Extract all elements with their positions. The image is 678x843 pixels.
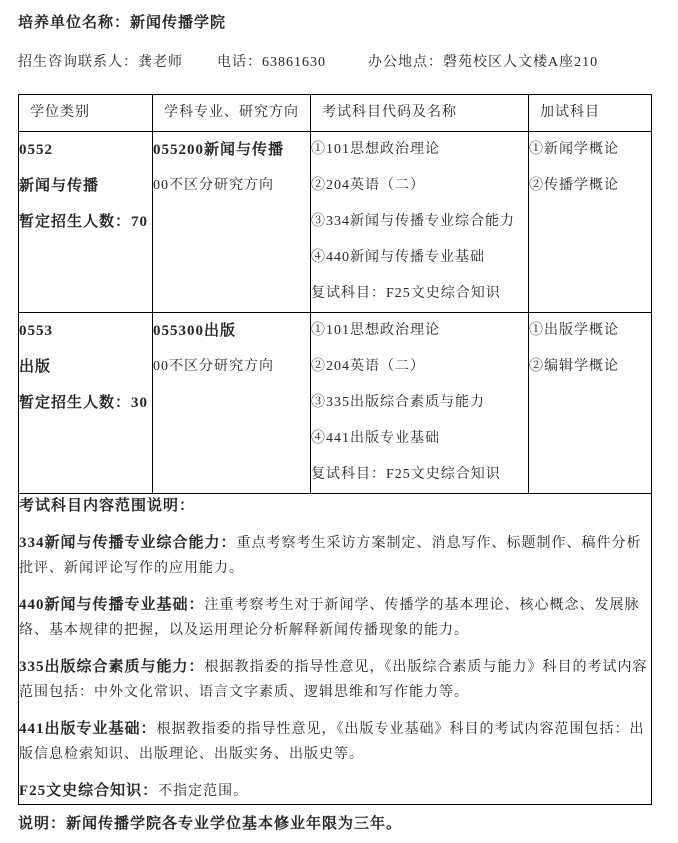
contact-person [18, 55, 183, 70]
note-label: 441出版专业基础： [19, 721, 157, 737]
exam-subject: ①101思想政治理论 [311, 323, 440, 338]
research-direction: 00不区分研究方向 [153, 359, 274, 374]
major-code-name: 055200新闻与传播 [153, 142, 285, 158]
extra-subject: ①新闻学概论 [529, 142, 619, 157]
note-desc: 重点考察考生采访方案制定、消息写作、标题制作、稿件分析批评、新闻评论写作的应用能力。 [19, 536, 642, 576]
exam-subject: ③335出版综合素质与能力 [311, 395, 485, 410]
header-extra-subjects: 加试科目 [529, 95, 652, 132]
major-cell [153, 313, 311, 494]
note-item-f25 [19, 779, 651, 804]
degree-name: 新闻与传播 [19, 178, 100, 194]
header-exam-subjects: 考试科目代码及名称 [311, 95, 529, 132]
note-label: 334新闻与传播专业综合能力： [19, 535, 237, 551]
header-major-direction: 学科专业、研究方向 [153, 95, 311, 132]
exam-subject: ②204英语（二） [311, 359, 425, 374]
contact-person-name: 龚老师 [138, 55, 183, 70]
unit-name-title: 培养单位名称：新闻传播学院 [18, 15, 227, 31]
contact-office [368, 55, 598, 70]
degree-cell [19, 313, 153, 494]
contact-line [18, 54, 660, 72]
extra-subjects-cell [529, 313, 652, 494]
research-direction: 00不区分研究方向 [153, 178, 274, 193]
exam-subject: 复试科目：F25文史综合知识 [311, 467, 501, 482]
program-row-0553 [19, 313, 652, 494]
contact-phone [217, 55, 326, 70]
note-item-335 [19, 655, 651, 705]
exam-subject: ④441出版专业基础 [311, 431, 440, 446]
exam-subject: ③334新闻与传播专业综合能力 [311, 214, 515, 229]
exam-subject: ②204英语（二） [311, 178, 425, 193]
table-header-row [19, 95, 652, 132]
note-desc: 根据教指委的指导性意见，《出版专业基础》科目的考试内容范围包括：出版信息检索知识、出版理论、出版实务、出版史等。 [19, 722, 645, 762]
note-label: 335出版综合素质与能力： [19, 659, 205, 675]
program-row-0552 [19, 132, 652, 313]
degree-code: 0552 [19, 142, 53, 158]
exam-subject: ①101思想政治理论 [311, 142, 440, 157]
contact-office-location: 磬苑校区人文楼A座210 [443, 55, 599, 70]
extra-subject: ②编辑学概论 [529, 359, 619, 374]
note-label: F25文史综合知识： [19, 783, 159, 799]
degree-cell [19, 132, 153, 313]
notes-row [19, 494, 652, 805]
note-item-334 [19, 531, 651, 581]
header-degree-category: 学位类别 [19, 95, 153, 132]
degree-quota: 暂定招生人数：70 [19, 214, 149, 230]
exam-scope-notes [19, 494, 652, 805]
extra-subjects-cell [529, 132, 652, 313]
footer-note: 说明：新闻传播学院各专业学位基本修业年限为三年。 [18, 816, 403, 832]
exam-subjects-cell [311, 313, 529, 494]
note-item-441 [19, 717, 651, 767]
note-label: 440新闻与传播专业基础： [19, 597, 205, 613]
extra-subject: ①出版学概论 [529, 323, 619, 338]
contact-office-label: 办公地点： [368, 55, 443, 70]
degree-code: 0553 [19, 323, 53, 339]
exam-subject: 复试科目：F25文史综合知识 [311, 286, 501, 301]
exam-subjects-cell [311, 132, 529, 313]
contact-person-label: 招生咨询联系人： [18, 55, 138, 70]
notes-title: 考试科目内容范围说明： [19, 498, 196, 514]
note-desc: 不指定范围。 [158, 784, 249, 799]
contact-phone-number: 63861630 [262, 55, 326, 70]
contact-phone-label: 电话： [217, 55, 262, 70]
degree-name: 出版 [19, 359, 52, 375]
admission-table [18, 94, 652, 805]
note-desc: 注重考察考生对于新闻学、传播学的基本理论、核心概念、发展脉络、基本规律的把握，以及运用理论分析解释新闻传播现象的能力。 [19, 598, 640, 638]
exam-subject: ④440新闻与传播专业基础 [311, 250, 485, 265]
extra-subject: ②传播学概论 [529, 178, 619, 193]
note-item-440 [19, 593, 651, 643]
major-code-name: 055300出版 [153, 323, 237, 339]
note-desc: 根据教指委的指导性意见，《出版综合素质与能力》科目的考试内容范围包括：中外文化常识、语言文字素质、逻辑思维和写作能力等。 [19, 660, 648, 700]
degree-quota: 暂定招生人数：30 [19, 395, 149, 411]
major-cell [153, 132, 311, 313]
